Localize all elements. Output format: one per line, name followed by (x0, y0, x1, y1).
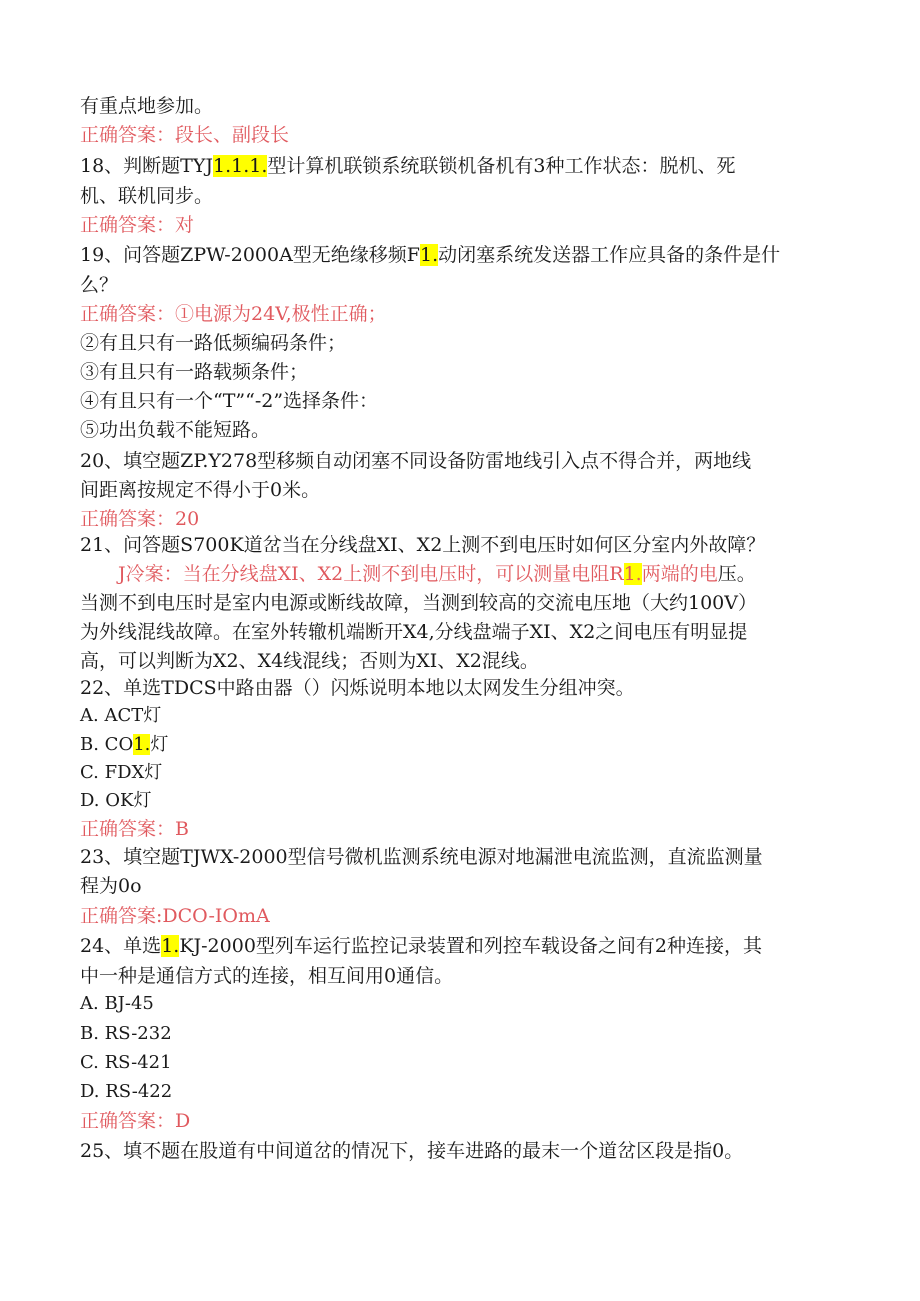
text-segment: 灯 (150, 734, 169, 755)
text-line (80, 789, 151, 813)
text-segment: 高，可以判断为X2、X4线混线；否则为XI、X2混线。 (80, 650, 539, 672)
text-segment: ②有且只有一路低频编码条件； (80, 332, 347, 354)
text-segment: J冷案：当在分线盘XI、X2上测不到电压时，可以测量电阻R (118, 563, 624, 585)
text-segment: 正确答案:DCO-IOmA (80, 905, 270, 927)
text-segment: 25、填不题在股道有中间道岔的情况下，接车进路的最末一个道岔区段是指0。 (80, 1140, 744, 1162)
answer-line (80, 817, 189, 841)
text-line (80, 389, 378, 413)
text-segment: 23、填空题TJWX-2000型信号微机监测系统电源对地漏泄电流监测，直流监测量 (80, 846, 763, 868)
text-segment: KJ-2000型列车运行监控记录装置和列控车载设备之间有2种连接，其 (179, 935, 763, 957)
text-segment: 中一种是通信方式的连接，相互间用0通信。 (80, 965, 454, 987)
text-line (80, 964, 453, 988)
text-segment: A. ACT灯 (80, 705, 162, 726)
text-line (80, 449, 751, 473)
text-line (80, 418, 270, 442)
answer-line (118, 562, 756, 586)
highlight-mark: 1. (420, 244, 439, 266)
text-segment: C. FDX灯 (80, 762, 163, 783)
text-segment: 为外线混线故障。在室外转辙机端断开X4,分线盘端子XI、X2之间电压有明显提 (80, 621, 748, 643)
text-segment: 么？ (80, 274, 119, 296)
text-line (80, 331, 346, 355)
text-segment: 正确答案：①电源为24V,极性正确； (80, 303, 387, 325)
answer-line (80, 302, 387, 326)
text-segment: 22、单选TDCS中路由器（）闪烁说明本地以太网发生分组冲突。 (80, 677, 635, 699)
text-segment: C. RS-421 (80, 1052, 172, 1073)
highlight-mark: 1. (133, 734, 151, 755)
text-segment: 机、联机同步。 (80, 185, 214, 207)
text-line (80, 934, 762, 958)
text-segment: 正确答案：B (80, 818, 189, 840)
text-segment: D. OK灯 (80, 790, 152, 811)
text-line (80, 533, 765, 557)
text-line (80, 874, 142, 898)
text-segment: A. BJ-45 (80, 993, 154, 1014)
text-line (80, 620, 747, 644)
text-line (80, 1022, 172, 1046)
text-line (80, 360, 308, 384)
text-segment: 19、问答题ZPW-2000A型无绝缘移频F (80, 244, 420, 266)
text-segment: 两端的电 (641, 563, 718, 585)
text-line (80, 845, 763, 869)
text-line (80, 94, 213, 118)
text-segment: 18、判断题TYJ (80, 155, 214, 177)
text-segment: B. RS-232 (80, 1023, 172, 1044)
text-segment: 型计算机联锁系统联锁机备机有3种工作状态：脱机、死 (267, 155, 736, 177)
text-line (80, 478, 320, 502)
text-segment: D. RS-422 (80, 1081, 173, 1102)
text-segment: 24、单选 (80, 935, 162, 957)
text-segment: 正确答案：20 (80, 508, 200, 530)
text-line (80, 1139, 743, 1163)
highlight-mark: 1. (623, 563, 642, 585)
highlight-mark: 1. (161, 935, 180, 957)
text-segment: 有重点地参加。 (80, 95, 214, 117)
text-segment: ⑤功出负载不能短路。 (80, 419, 271, 441)
text-segment: 动闭塞系统发送器工作应具备的条件是什 (438, 244, 781, 266)
text-segment: 程为0o (80, 875, 142, 897)
text-line (80, 733, 168, 757)
answer-line (80, 507, 199, 531)
text-segment: 当测不到电压时是室内电源或断线故障，当测到较高的交流电压地（大约100V） (80, 592, 757, 614)
highlight-mark: 1.1.1. (213, 155, 268, 177)
text-line (80, 649, 539, 673)
answer-line (80, 904, 270, 928)
text-line (80, 704, 161, 728)
text-line (80, 154, 736, 178)
text-line (80, 1051, 172, 1075)
text-segment: 21、问答题S700K道岔当在分线盘XI、X2上测不到电压时如何区分室内外故障？ (80, 534, 766, 556)
answer-line (80, 123, 289, 147)
text-segment: 间距离按规定不得小于0米。 (80, 479, 321, 501)
text-segment: 正确答案：段长、副段长 (80, 124, 290, 146)
text-line (80, 676, 635, 700)
text-segment: ③有且只有一路载频条件； (80, 361, 309, 383)
text-line (80, 273, 118, 297)
text-line (80, 243, 780, 267)
text-segment: ④有且只有一个“T”“-2”选择条件： (80, 390, 379, 412)
text-line (80, 992, 154, 1016)
text-segment: 正确答案：对 (80, 214, 195, 236)
answer-line (80, 1109, 190, 1133)
text-line (80, 1080, 172, 1104)
text-segment: B. CO (80, 734, 134, 755)
text-line (80, 591, 757, 615)
answer-line (80, 213, 194, 237)
text-segment: 正确答案：D (80, 1110, 191, 1132)
text-segment: 压。 (717, 563, 756, 585)
text-line (80, 761, 162, 785)
text-line (80, 184, 213, 208)
text-segment: 20、填空题ZP.Y278型移频自动闭塞不同设备防雷地线引入点不得合并，两地线 (80, 450, 752, 472)
